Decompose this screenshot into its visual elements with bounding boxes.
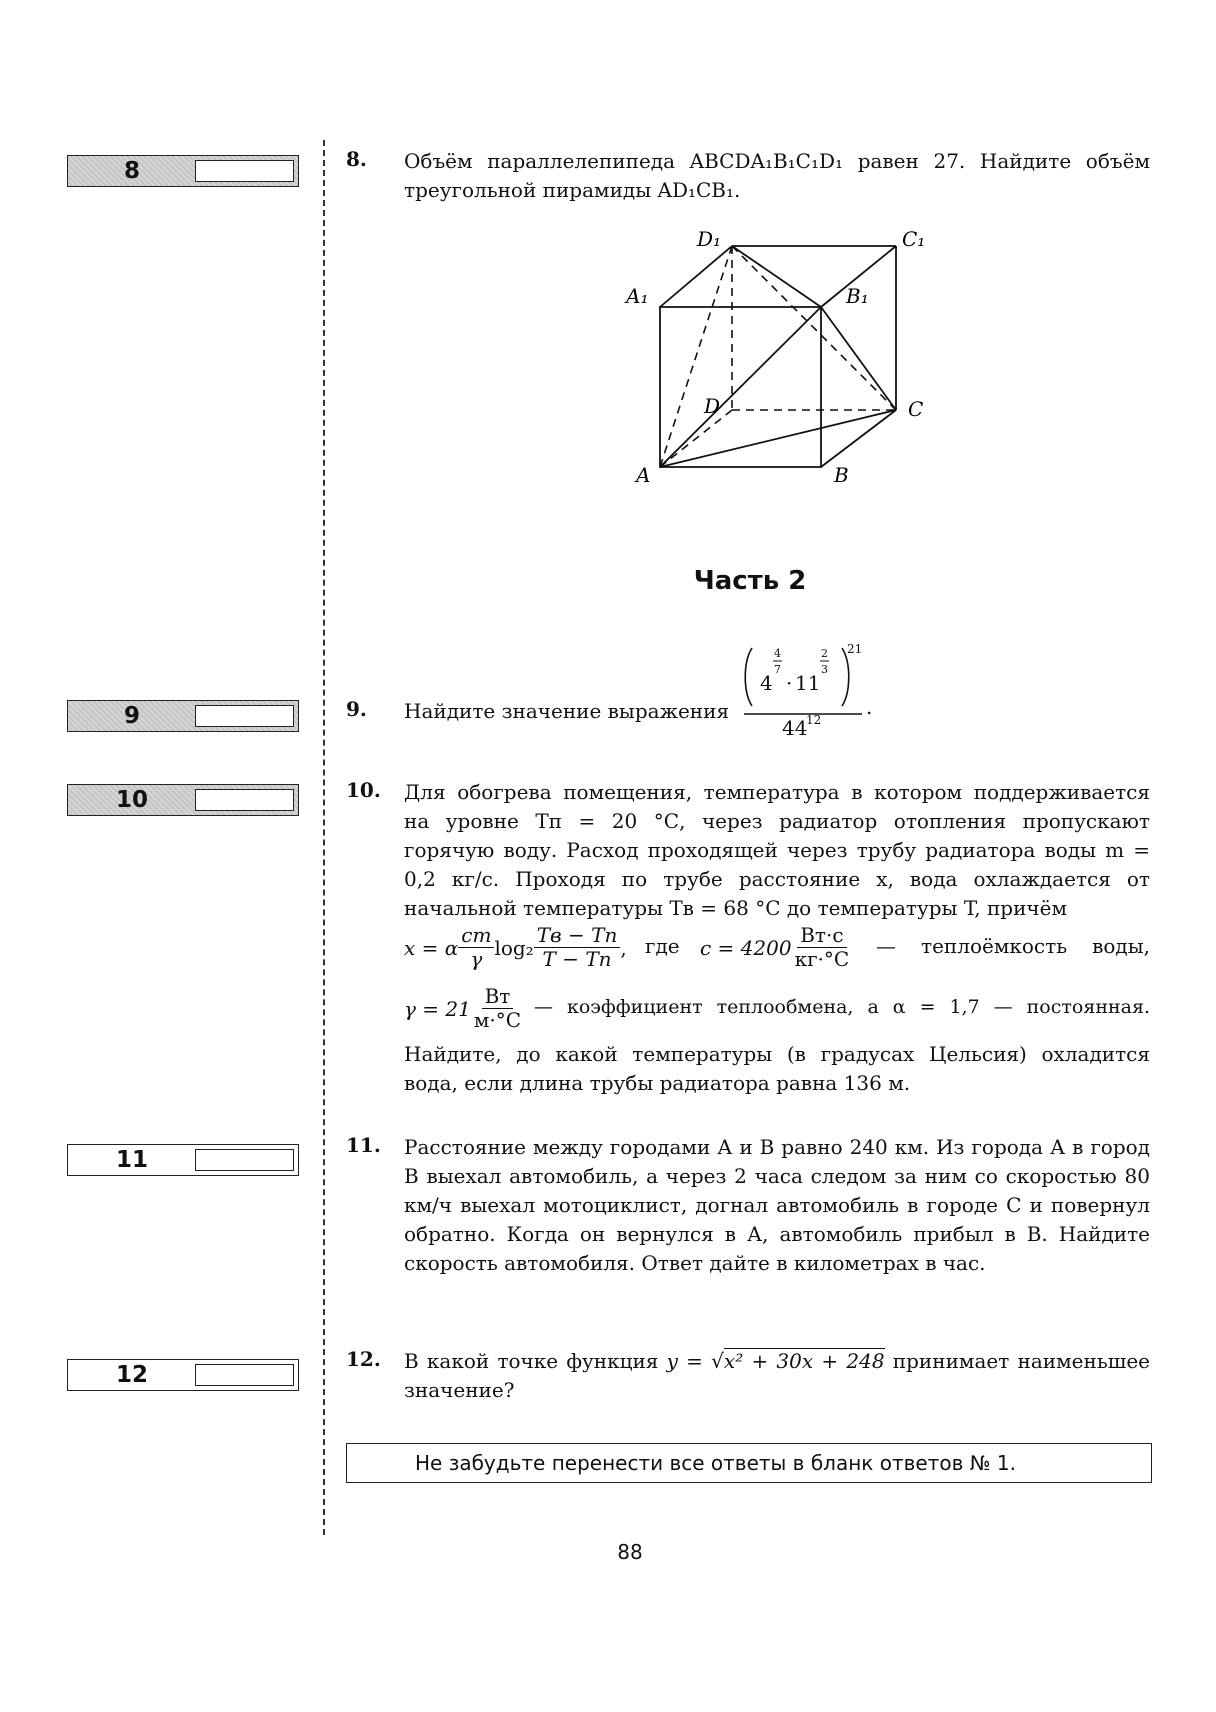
formula-separator: , (620, 935, 627, 960)
where-word: где (645, 934, 680, 958)
vertex-label-b: B (834, 463, 849, 487)
base-2: 11 (795, 671, 821, 695)
vertex-label-d: D (704, 394, 721, 418)
fraction-numerator: Вт (482, 985, 514, 1009)
question-12-text (404, 1347, 1150, 1405)
fraction-gamma-units (471, 985, 524, 1032)
answer-box-number: 11 (115, 1147, 148, 1173)
denominator: 44 (782, 716, 808, 736)
fraction-denominator: γ (470, 947, 483, 971)
exponent-2-numerator: 2 (821, 647, 828, 660)
answer-field[interactable] (195, 705, 294, 727)
question-10-number: 10. (346, 778, 381, 802)
answer-box-10 (67, 784, 299, 816)
answer-field[interactable] (195, 1364, 294, 1386)
formula-gamma-description: — коэффициент теплообмена, а α = 1,7 — постоянная. (534, 996, 1150, 1018)
question-8-number: 8. (346, 147, 367, 171)
vertex-label-b1: B₁ (846, 284, 869, 308)
fraction-numerator: Вт·с (797, 924, 846, 948)
formula-x-prefix: x = α (404, 935, 459, 960)
answer-field[interactable] (195, 1149, 294, 1171)
vertex-label-d1: D₁ (697, 227, 722, 251)
vertex-label-a1: A₁ (626, 284, 649, 308)
function-formula (667, 1348, 893, 1373)
reminder-box (346, 1443, 1152, 1483)
formula-gamma-prefix: γ = 21 (404, 996, 471, 1021)
base-1: 4 (760, 671, 773, 695)
question-9-text: Найдите значение выражения (404, 699, 730, 723)
answer-box-9 (67, 700, 299, 732)
answer-box-number: 9 (123, 703, 140, 729)
formula-x (404, 924, 627, 971)
fraction-numerator: cm (458, 924, 494, 948)
period: . (866, 695, 873, 719)
formula-c-description: — теплоёмкость воды, (876, 934, 1150, 958)
answer-box-number: 8 (123, 158, 140, 184)
question-12-text-after: принимает наименьшее значение? (404, 1349, 1150, 1402)
question-10-text: Для обогрева помещения, температура в котором поддерживается на уровне Tп = 20 °С, через радиатор отопления пропускают горячую воду. Расход проходящей через трубу радиатора воды m = 0,2 кг/с. Проходя по трубе расстояние x, вода охлаждается от начальной температуры Tв = 68 °С до температуры T, причём (404, 780, 1150, 920)
page-number: 88 (617, 1540, 643, 1564)
exponent-2-denominator: 3 (821, 663, 828, 676)
formula-lhs: y = (666, 1349, 703, 1373)
radicand: x² + 30x + 248 (723, 1349, 885, 1373)
reminder-text: Не забудьте перенести все ответы в бланк ответов № 1. (415, 1451, 1016, 1475)
question-11-number: 11. (346, 1133, 381, 1157)
vertex-label-c: C (908, 397, 924, 421)
question-12-text-before: В какой точке функция (404, 1349, 659, 1373)
answer-box-12 (67, 1359, 299, 1391)
fraction-c-units (792, 924, 853, 971)
question-10-text-end: Найдите, до какой температуры (в градусах Цельсия) охладится вода, если длина трубы радиатора равна 136 м. (404, 1042, 1150, 1095)
outer-exponent: 21 (847, 642, 863, 656)
fraction-denominator: T − Tп (542, 947, 612, 971)
formula-c (700, 924, 852, 971)
fraction-denominator: м·°С (473, 1008, 522, 1032)
answer-box-number: 12 (115, 1362, 148, 1388)
formula-c-prefix: c = 4200 (700, 935, 792, 960)
formula-gamma (404, 985, 524, 1032)
question-9-number: 9. (346, 697, 367, 721)
question-12-number: 12. (346, 1347, 381, 1371)
svg-text:·: · (786, 671, 793, 695)
log-symbol: log₂ (494, 935, 534, 960)
fraction-cm-gamma (458, 924, 494, 971)
exponent-1-denominator: 7 (774, 663, 781, 676)
answer-box-number: 10 (115, 787, 148, 813)
denominator-exponent: 12 (806, 713, 822, 727)
vertex-label-a: A (636, 463, 651, 487)
question-11-text: Расстояние между городами А и В равно 240 км. Из города А в город В выехал автомобиль, а через 2 часа следом за ним со скоростью 80 км/ч выехал мотоциклист, догнал автомобиль в городе С и повернул обратно. Когда он вернулся в А, автомобиль прибыл в В. Найдите скорость автомобиля. Ответ дайте в километрах в час. (404, 1135, 1150, 1275)
answer-field[interactable] (195, 789, 294, 811)
vertex-label-c1: C₁ (902, 227, 926, 251)
answer-box-11 (67, 1144, 299, 1176)
exponent-1-numerator: 4 (774, 647, 781, 660)
parallelepiped-figure (0, 0, 1216, 560)
fraction-denominator: кг·°С (794, 947, 850, 971)
fraction-temperatures (534, 924, 621, 971)
part-heading: Часть 2 (693, 566, 807, 596)
question-9-expression (740, 640, 880, 736)
fraction-numerator: Tв − Tп (534, 924, 621, 948)
question-8-text: Объём параллелепипеда ABCDA₁B₁C₁D₁ равен 27. Найдите объём треугольной пирамиды AD₁CB₁. (404, 149, 1150, 202)
sqrt-sign: √ (711, 1349, 724, 1373)
